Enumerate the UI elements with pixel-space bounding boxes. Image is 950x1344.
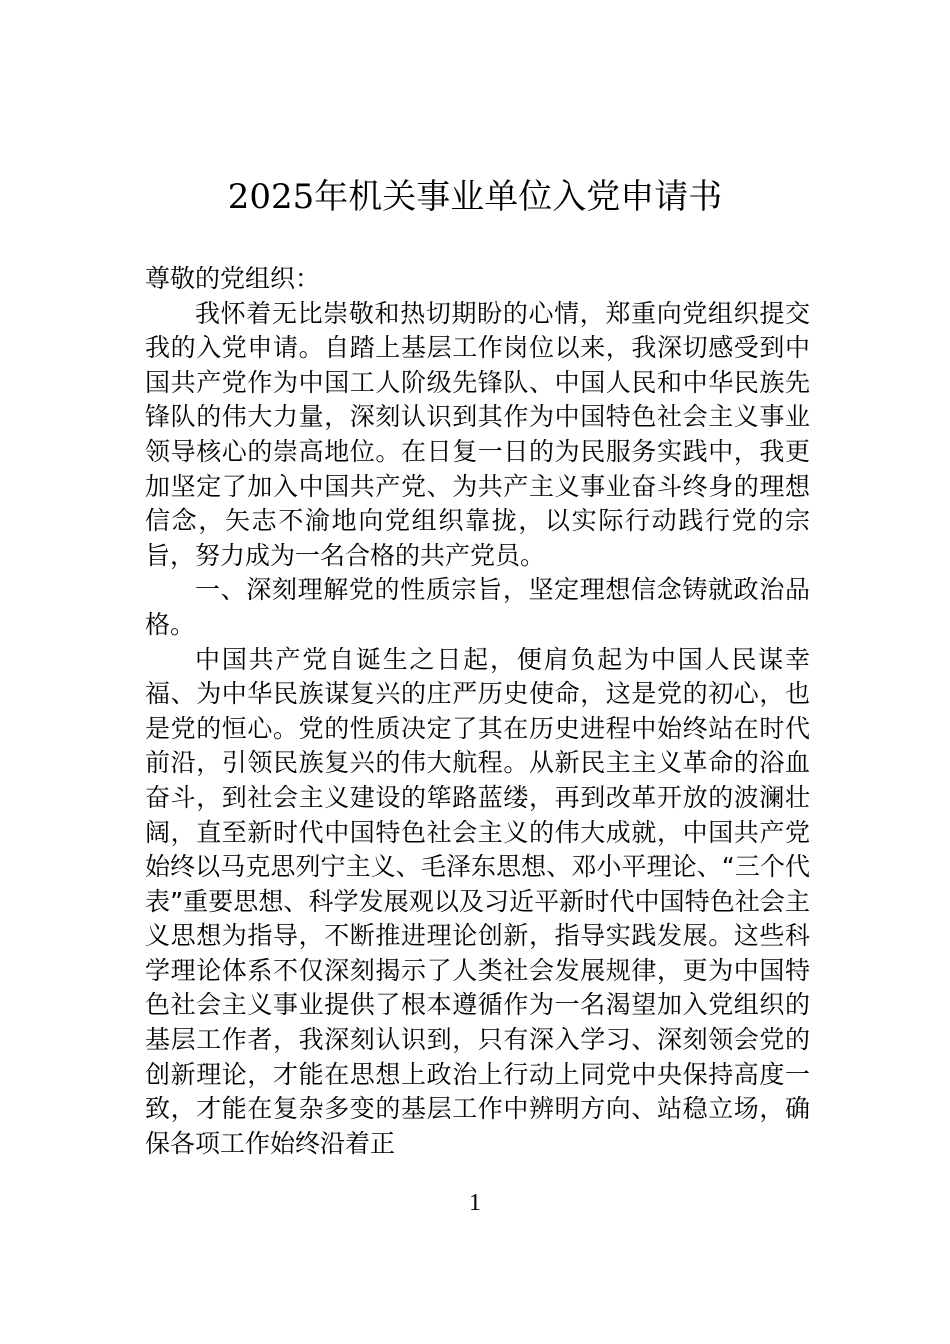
paragraph-intro: 我怀着无比崇敬和热切期盼的心情，郑重向党组织提交我的入党申请。自踏上基层工作岗位以来，我深切感受到中国共产党作为中国工人阶级先锋队、中国人民和中华民族先锋队的伟大力量，深刻认识到其作为中国特色社会主义事业领导核心的崇高地位。在日复一日的为民服务实践中，我更加坚定了加入中国共产党、为共产主义事业奋斗终身的理想信念，矢志不渝地向党组织靠拢，以实际行动践行党的宗旨，努力成为一名合格的共产党员。: [145, 298, 810, 570]
page-number: 1: [469, 1190, 481, 1216]
section-heading-1: 一、深刻理解党的性质宗旨，坚定理想信念铸就政治品格。: [145, 575, 810, 639]
salutation: 尊敬的党组织：: [145, 264, 321, 293]
document-title: 2025年机关事业单位入党申请书: [227, 177, 723, 217]
paragraph-section-1: 中国共产党自诞生之日起，便肩负起为中国人民谋幸福、为中华民族谋复兴的庄严历史使命，这是党的初心，也是党的恒心。党的性质决定了其在历史进程中始终站在时代前沿，引领民族复兴的伟大航程。从新民主主义革命的浴血奋斗，到社会主义建设的筚路蓝缕，再到改革开放的波澜壮阔，直至新时代中国特色社会主义的伟大成就，中国共产党始终以马克思列宁主义、毛泽东思想、邓小平理论、“三个代表”重要思想、科学发展观以及习近平新时代中国特色社会主义思想为指导，不断推进理论创新，指导实践发展。这些科学理论体系不仅深刻揭示了人类社会发展规律，更为中国特色社会主义事业提供了根本遵循作为一名渴望加入党组织的基层工作者，我深刻认识到，只有深入学习、深刻领会党的创新理论，才能在思想上政治上行动上同党中央保持高度一致，才能在复杂多变的基层工作中辨明方向、站稳立场，确保各项工作始终沿着正: [145, 644, 810, 1158]
document-body: [145, 262, 810, 1161]
